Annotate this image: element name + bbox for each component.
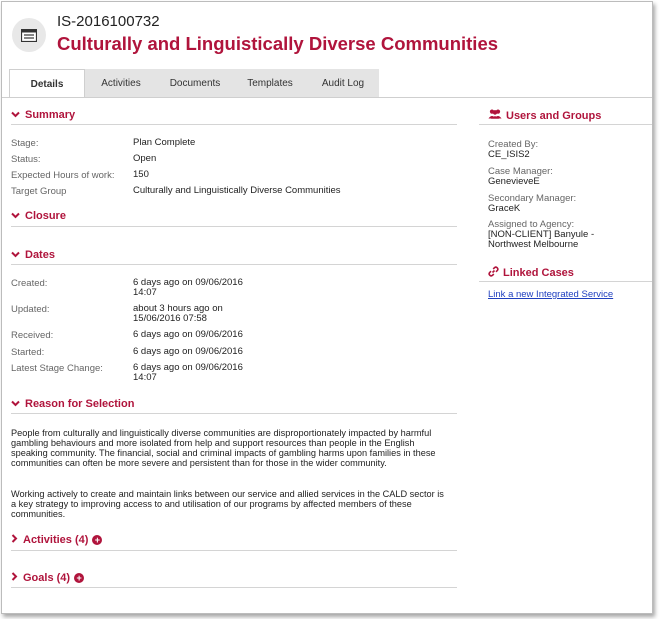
tab-divider: [2, 97, 652, 98]
linked-cases-header: [488, 266, 574, 280]
field-label: Expected Hours of work:: [11, 170, 115, 181]
link-icon: [488, 266, 499, 280]
field-label: Started:: [11, 347, 45, 358]
summary-heading: Summary: [25, 109, 76, 121]
created-by-label: Created By:: [488, 139, 539, 150]
field-label: Target Group: [11, 186, 67, 197]
created-by-value: CE_ISIS2: [488, 149, 530, 160]
case-manager-label: Case Manager:: [488, 166, 553, 177]
divider: [11, 264, 457, 265]
status-value: Open: [133, 153, 157, 164]
reason-paragraph: Working actively to create and maintain links between our service and allied services in the CALD sector is a key strategy to improving access to and utilisation of our programs by affected members of these communities.: [11, 489, 444, 519]
updated-value: about 3 hours ago on 15/06/2016 07:58: [133, 303, 223, 324]
divider: [11, 226, 457, 227]
activities-header[interactable]: [11, 534, 102, 546]
linked-cases-heading: Linked Cases: [503, 267, 574, 279]
plus-circle-icon[interactable]: +: [74, 573, 84, 583]
activities-heading: Activities (4): [23, 534, 89, 546]
goals-heading: Goals (4): [23, 572, 71, 584]
received-value: 6 days ago on 09/06/2016: [133, 329, 243, 340]
dates-heading: Dates: [25, 249, 55, 261]
users-groups-header: [488, 109, 601, 122]
reason-header[interactable]: [11, 398, 134, 410]
field-label: Updated:: [11, 304, 50, 315]
divider: [11, 413, 457, 414]
divider: [11, 550, 457, 551]
reason-heading: Reason for Selection: [25, 398, 135, 410]
chevron-right-icon: [11, 534, 18, 546]
divider: [11, 587, 457, 588]
case-id: IS-2016100732: [57, 13, 160, 30]
agency-value: [NON-CLIENT] Banyule - Northwest Melbourne: [488, 229, 595, 250]
tab-bar: [9, 69, 379, 97]
summary-header[interactable]: [11, 109, 75, 121]
target-group-value: Culturally and Linguistically Diverse Communities: [133, 185, 341, 196]
page-title: Culturally and Linguistically Diverse Communities: [57, 33, 499, 54]
closure-header[interactable]: [11, 210, 66, 222]
field-label: Created:: [11, 278, 48, 289]
field-label: Received:: [11, 330, 54, 341]
chevron-down-icon: [11, 109, 20, 121]
field-label: Status:: [11, 154, 41, 165]
chevron-down-icon: [11, 398, 20, 410]
goals-header[interactable]: [11, 572, 84, 584]
users-groups-heading: Users and Groups: [506, 109, 602, 122]
case-card-icon: [12, 18, 46, 52]
users-icon: [488, 109, 502, 122]
chevron-right-icon: [11, 572, 18, 584]
secondary-manager-label: Secondary Manager:: [488, 193, 577, 204]
link-new-integrated-service[interactable]: Link a new Integrated Service: [488, 289, 614, 300]
field-label: Stage:: [11, 138, 39, 149]
tab-activities[interactable]: Activities: [85, 69, 157, 97]
tab-audit-log[interactable]: Audit Log: [307, 69, 379, 97]
divider: [11, 124, 457, 125]
agency-label: Assigned to Agency:: [488, 219, 575, 230]
hours-value: 150: [133, 169, 149, 180]
chevron-down-icon: [11, 210, 20, 222]
stage-change-value: 6 days ago on 09/06/2016 14:07: [133, 362, 243, 383]
stage-value: Plan Complete: [133, 137, 196, 148]
case-window: [1, 1, 653, 614]
secondary-manager-value: GraceK: [488, 203, 521, 214]
created-value: 6 days ago on 09/06/2016 14:07: [133, 277, 243, 298]
reason-paragraph: People from culturally and linguistically diverse communities are disproportionately impacted by harmful gambling behaviours and more isolated from help and support resources than people in the English speaking community. The financial, social and criminal impacts of gambling harms upon families in these communities can often be more severe and persistent than for those in the wider community.: [11, 428, 436, 468]
divider: [479, 281, 652, 282]
closure-heading: Closure: [25, 210, 66, 222]
tab-documents[interactable]: Documents: [157, 69, 233, 97]
tab-details[interactable]: Details: [9, 69, 85, 98]
chevron-down-icon: [11, 249, 20, 261]
started-value: 6 days ago on 09/06/2016: [133, 346, 243, 357]
tab-templates[interactable]: Templates: [233, 69, 307, 97]
dates-header[interactable]: [11, 249, 55, 261]
case-header: [2, 2, 652, 66]
case-manager-value: GenevieveE: [488, 176, 540, 187]
divider: [479, 124, 652, 125]
field-label: Latest Stage Change:: [11, 363, 103, 374]
plus-circle-icon[interactable]: +: [92, 535, 102, 545]
